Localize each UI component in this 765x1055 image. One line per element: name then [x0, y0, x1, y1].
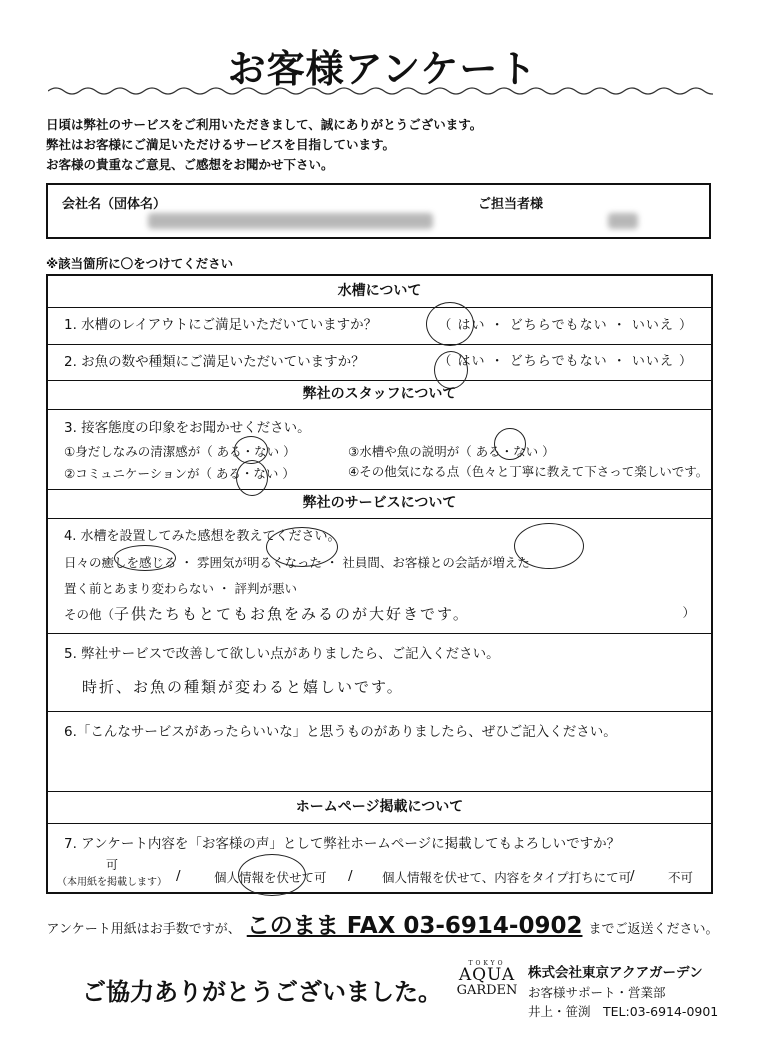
fax-post: までご返送ください。	[588, 922, 719, 937]
question-5[interactable]	[48, 634, 711, 712]
q3-option-4-label: ④その他気になる点（	[348, 464, 472, 479]
question-2[interactable]	[48, 345, 711, 381]
question-5-text: 5. 弊社サービスで改善して欲しい点がありましたら、ご記入ください。	[64, 646, 500, 662]
page-title: お客様アンケート	[227, 47, 538, 91]
q3-option-2[interactable]: ②コミュニケーションが（ ある・ない ）	[64, 466, 295, 481]
fax-pre: アンケート用紙はお手数ですが、	[46, 922, 241, 937]
question-1-options[interactable]: （ はい ・ どちらでもない ・ いいえ ）	[438, 318, 693, 333]
company-name-redacted	[148, 213, 433, 229]
section-header-homepage: ホームページ掲載について	[48, 792, 711, 824]
intro-text	[46, 115, 482, 175]
section-header-tank: 水槽について	[48, 276, 711, 308]
intro-line: 弊社はお客様にご満足いただけるサービスを目指しています。	[46, 137, 396, 152]
question-4[interactable]	[48, 519, 711, 634]
name-box	[46, 183, 711, 239]
fax-number[interactable]: このまま FAX 03-6914-0902	[246, 913, 583, 939]
person-name-redacted	[608, 213, 638, 229]
question-4-text: 4. 水槽を設置してみた感想を教えてください。	[64, 529, 341, 544]
wave-divider	[48, 84, 713, 98]
survey-form	[46, 274, 713, 894]
question-6[interactable]	[48, 712, 711, 792]
question-7-text: 7. アンケート内容を「お客様の声」として弊社ホームページに掲載してもよろしいですか？	[64, 836, 621, 852]
company-name: 株式会社東京アクアガーデン	[528, 965, 703, 981]
question-2-text: 2. お魚の数や種類にご満足いただいていますか？	[64, 354, 365, 370]
company-label: 会社名（団体名）	[62, 197, 167, 212]
q7-option-anonymous[interactable]: 個人情報を伏せて可	[214, 870, 327, 885]
fax-instruction	[0, 907, 765, 940]
q7-option-deny[interactable]: 不可	[668, 870, 694, 885]
logo-line-1: AQUA	[458, 965, 516, 985]
q4-options-line-2[interactable]: 置く前とあまり変わらない ・ 評判が悪い	[64, 581, 297, 596]
q4-other-label: その他（	[64, 607, 115, 622]
separator: /	[348, 868, 353, 884]
company-contact: 井上・笹渕 TEL:03-6914-0901	[528, 1004, 719, 1019]
separator: /	[176, 868, 181, 884]
separator: /	[630, 868, 635, 884]
question-5-answer[interactable]: 時折、お魚の種類が変わると嬉しいです。	[82, 678, 404, 696]
logo-top: TOKYO	[468, 960, 506, 967]
question-2-options[interactable]: （ はい ・ どちらでもない ・ いいえ ）	[438, 354, 693, 369]
intro-line: 日頃は弊社のサービスをご利用いただきまして、誠にありがとうございます。	[46, 117, 483, 132]
q4-options-line-1[interactable]: 日々の癒しを感じる ・ 雰囲気が明るくなった ・ 社員間、お客様との会話が増えた	[64, 555, 530, 570]
aqua-garden-logo	[452, 960, 522, 998]
section-header-staff: 弊社のスタッフについて	[48, 381, 711, 410]
instruction-note: ※該当箇所に〇をつけてください	[46, 256, 234, 271]
question-1-text: 1. 水槽のレイアウトにご満足いただいていますか？	[64, 317, 378, 333]
answer-circle	[426, 302, 474, 346]
q7-option-allow[interactable]	[52, 856, 172, 888]
q7-option-typed[interactable]: 個人情報を伏せて、内容をタイプ打ちにて可	[382, 870, 632, 885]
q7-option-allow-sub: （本用紙を掲載します）	[57, 877, 167, 888]
q4-other-close: ）	[682, 605, 695, 620]
intro-line: お客様の貴重なご意見、ご感想をお聞かせ下さい。	[46, 157, 334, 172]
answer-circle	[514, 523, 584, 569]
question-1[interactable]	[48, 308, 711, 345]
q4-other[interactable]	[64, 603, 695, 624]
answer-circle	[494, 428, 526, 460]
company-info	[528, 964, 718, 1021]
q3-option-4[interactable]	[348, 462, 708, 480]
q3-option-3[interactable]: ③水槽や魚の説明が（ ある・ない ）	[348, 444, 555, 459]
q4-other-answer: 子供たちもとてもお魚をみるのが大好きです。	[114, 605, 470, 623]
answer-circle	[238, 854, 306, 896]
person-label: ご担当者様	[478, 197, 544, 212]
company-dept: お客様サポート・営業部	[528, 985, 666, 1000]
question-3-text: 3. 接客態度の印象をお聞かせください。	[64, 420, 311, 436]
question-7[interactable]	[48, 824, 711, 892]
section-header-service: 弊社のサービスについて	[48, 490, 711, 519]
answer-circle	[114, 545, 176, 571]
question-6-text: 6.「こんなサービスがあったらいいな」と思うものがありましたら、ぜひご記入ください。	[64, 724, 617, 740]
q3-option-4-answer: 色々と丁寧に教えて下さって楽しいです。	[471, 464, 709, 479]
logo-line-2: GARDEN	[456, 983, 518, 998]
thanks-message: ご協力ありがとうございました。	[82, 978, 442, 1006]
q3-option-1[interactable]: ①身だしなみの清潔感が（ ある・ない ）	[64, 444, 296, 459]
question-3[interactable]	[48, 410, 711, 490]
q7-option-allow-label: 可	[105, 858, 118, 872]
answer-circle	[266, 527, 338, 567]
